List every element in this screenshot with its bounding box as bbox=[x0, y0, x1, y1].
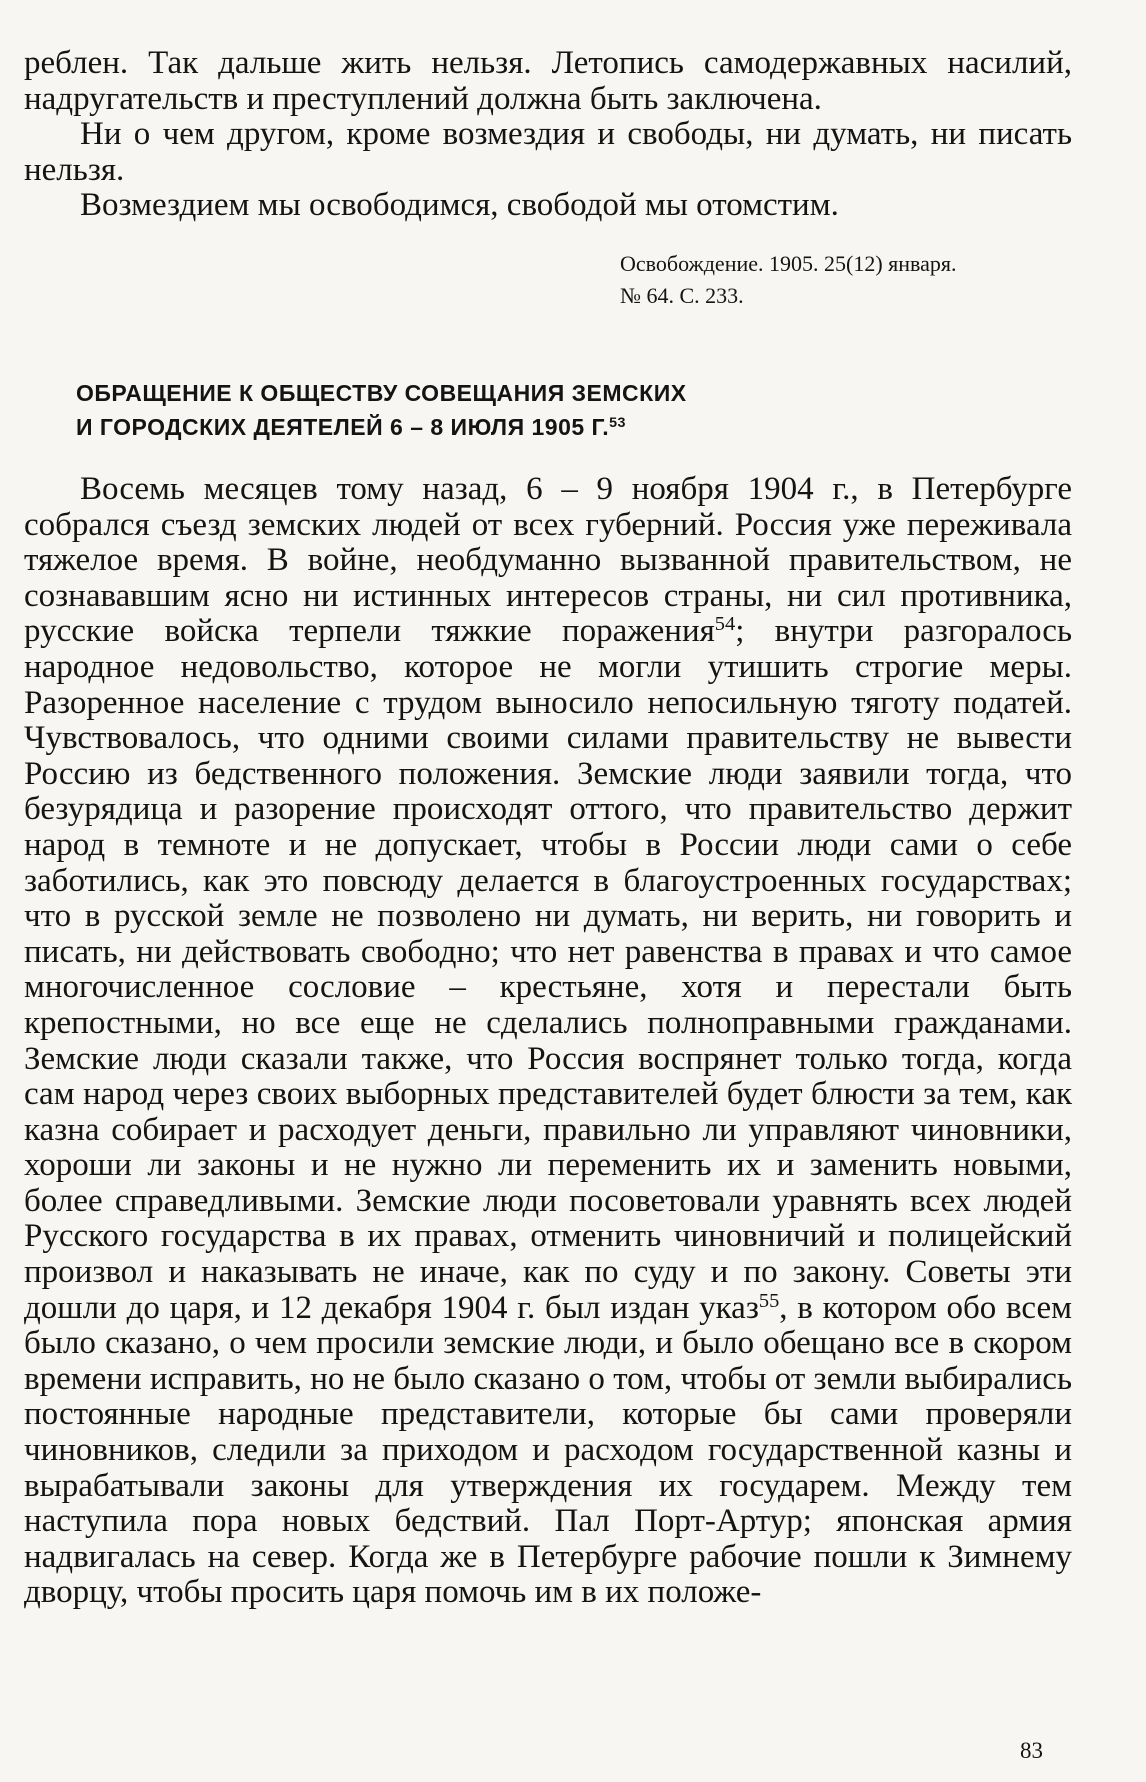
citation-line: Освобождение. 1905. 25(12) января. bbox=[620, 251, 957, 276]
citation-line: № 64. С. 233. bbox=[620, 283, 744, 308]
body-paragraph bbox=[24, 472, 1072, 1611]
top-text-block bbox=[24, 46, 1072, 224]
heading-line-2 bbox=[76, 410, 776, 444]
body-text: ; внутри разгоралось народное недовольство, которое не могли утишить строгие меры. Разоренное население с трудом выносило непосильную тяготу податей. Чувствовалось, что одними своими силами правительству не вывести Россию из бедственного положения. Земские люди заявили тогда, что безурядица и разорение происходят оттого, что правительство держит народ в темноте и не допускает, чтобы в России люди сами о себе заботились, как это повсюду делается в благоустроенных государствах; что в русской земле не позволено ни думать, ни верить, ни говорить и писать, ни действовать свободно; что нет равенства в правах и что самое многочисленное сословие – крестьяне, хотя и перестали быть крепостными, но все еще не сделались полноправными гражданами. Земские люди сказали также, что Россия воспрянет только тогда, когда сам народ через своих выборных представителей будет блюсти за тем, как казна собирает и расходует деньги, правильно ли управляют чиновники, хороши ли законы и не нужно ли переменить их и заменить новыми, более справедливыми. Земские люди посоветовали уравнять всех людей Русского государства в их правах, отменить чиновничий и полицейский произвол и наказывать не иначе, как по суду и по закону. Советы эти дошли до царя, и 12 декабря 1904 г. был издан указ bbox=[24, 613, 1073, 1326]
page-number: 83 bbox=[1020, 1738, 1043, 1763]
paragraph: Ни о чем другом, кроме возмездия и свободы, ни думать, ни писать нельзя. bbox=[24, 116, 1072, 188]
body-text: , в котором обо всем было сказано, о чем просили земские люди, и было обещано все в скором времени исправить, но не было сказано о том, чтобы от земли выбирались постоянные народные представители, которые бы сами проверяли чиновников, следили за приходом и расходом государственной казны и вырабатывали законы для утверждения их государем. Между тем наступила пора новых бедствий. Пал Порт-Артур; японская армия надвигалась на север. Когда же в Петербурге рабочие пошли к Зимнему дворцу, чтобы просить царя помочь им в их положе- bbox=[24, 1289, 1072, 1611]
paragraph: Возмездием мы освободимся, свободой мы отомстим. bbox=[80, 187, 839, 224]
footnote-marker: 54 bbox=[714, 613, 736, 636]
paragraph-continuation: реблен. Так дальше жить нельзя. Летопись самодержавных насилий, надругательств и преступлений должна быть заключена. bbox=[24, 45, 1072, 117]
heading-line: ОБРАЩЕНИЕ К ОБЩЕСТВУ СОВЕЩАНИЯ ЗЕМСКИХ bbox=[76, 380, 687, 406]
footnote-marker: 53 bbox=[609, 415, 626, 432]
section-heading bbox=[76, 376, 776, 444]
source-citation bbox=[620, 248, 1075, 312]
heading-text: И ГОРОДСКИХ ДЕЯТЕЛЕЙ 6 – 8 ИЮЛЯ 1905 Г. bbox=[76, 414, 610, 440]
body-text: Восемь месяцев тому назад, 6 – 9 ноября 1904 г., в Петербурге собрался съезд земских людей от всех губерний. Россия уже переживала тяжелое время. В войне, необдуманно вызванной правительством, не сознававшим ясно ни истинных интересов страны, ни сил противника, русские войска терпели тяжкие поражения bbox=[24, 471, 1072, 650]
footnote-marker: 55 bbox=[758, 1289, 780, 1312]
body-text-block bbox=[24, 472, 1072, 1611]
